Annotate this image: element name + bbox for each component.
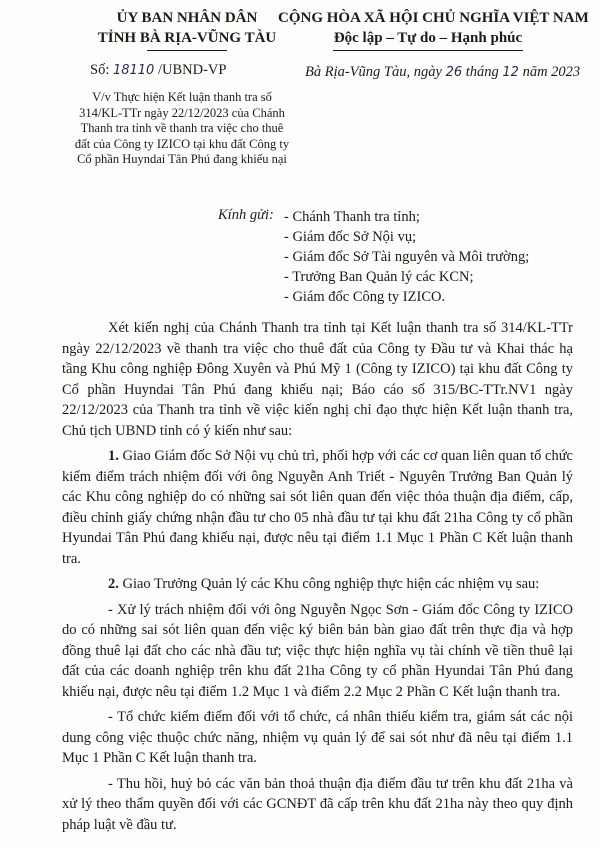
item-2-text: Giao Trưởng Quản lý các Khu công nghiệp thực hiện các nhiệm vụ sau: [118, 576, 540, 592]
recipient-item: - Giám đốc Công ty IZICO. [284, 289, 446, 305]
item-2c-paragraph: - Thu hồi, huỷ bỏ các văn bản thoả thuận địa điểm đầu tư trên khu đất 21ha và xử lý theo thẩm quyền đối với các GCNĐT đã cấp trên khu đất 21ha này theo quy định pháp luật về đầu tư. [62, 775, 573, 833]
document-number-suffix: /UBND-VP [154, 62, 227, 78]
item-1-text: Giao Giám đốc Sở Nội vụ chủ trì, phối hợp với các cơ quan liên quan tổ chức kiểm điểm trách nhiệm đối với ông Nguyễn Anh Triết - Nguyên Trưởng Ban Quản lý các Khu công nghiệp do có những sai sót liên quan đến việc thỏa thuận địa điểm, cấp, điều chỉnh giấy chứng nhận đầu tư cho 05 nhà đầu tư tại khu đất 21ha Công ty cổ phần Hyundai Tân Phú đang khiếu nại, được nêu tại điểm 1.1 Mục 1 Phần C Kết luận thanh tra. [62, 448, 573, 567]
national-motto [278, 8, 589, 51]
recipient-item: - Giám đốc Sở Nội vụ; [284, 229, 417, 245]
recipient-item: - Trưởng Ban Quản lý các KCN; [284, 269, 474, 285]
item-2-paragraph [62, 574, 573, 595]
place-prefix: Bà Rịa-Vũng Tàu, ngày [305, 64, 446, 80]
recipient-item: - Chánh Thanh tra tỉnh; [284, 209, 420, 225]
authority-line-1: ỦY BAN NHÂN DÂN [116, 10, 258, 26]
document-number-prefix: Số: [90, 62, 113, 78]
authority-underline [147, 50, 227, 51]
intro-paragraph: Xét kiến nghị của Chánh Thanh tra tỉnh tại Kết luận thanh tra số 314/KL-TTr ngày 22/12/2023 về thanh tra việc cho thuê đất của Công ty Đầu tư và Khai thác hạ tầng Khu công nghiệp Đông Xuyên và Phú Mỹ 1 (Công ty IZICO) tại khu đất Công ty Cổ phần Huyndai Tân Phú đang khiếu nại; Báo cáo số 315/BC-TTr.NV1 ngày 22/12/2023 của Thanh tra tỉnh về việc kiến nghị chỉ đạo thực hiện Kết luận thanh tra, Chủ tịch UBND tỉnh có ý kiến như sau: [62, 320, 573, 439]
item-2-number: 2. [108, 576, 119, 592]
item-1-number: 1. [108, 448, 119, 464]
country-name: CỘNG HÒA XÃ HỘI CHỦ NGHĨA VIỆT NAM [278, 10, 589, 26]
recipient-list [284, 207, 529, 307]
item-2b-paragraph: - Tổ chức kiểm điểm đối với tổ chức, cá nhân thiếu kiểm tra, giám sát các nội dung công việc thuộc chức năng, nhiệm vụ quản lý để sai sót như đã nêu tại điểm 1.1 Mục 1 Phần C Kết luận thanh tra. [62, 709, 573, 766]
handwritten-month: 12 [502, 65, 519, 80]
handwritten-number: 18110 [112, 63, 155, 78]
document-subject: V/v Thực hiện Kết luận thanh tra số 314/KL-TTr ngày 22/12/2023 của Chánh Thanh tra tỉnh về thanh tra việc cho thuê đất của Công ty IZICO tại khu đất Công ty Cổ phần Huyndai Tân Phú đang khiếu nại [74, 90, 290, 166]
place-and-date [305, 64, 580, 81]
greeting: Kính gửi: [218, 207, 274, 223]
month-label: tháng [462, 64, 503, 80]
document-body [62, 318, 573, 840]
motto-underline [333, 50, 523, 51]
handwritten-day: 26 [445, 65, 463, 80]
document-number [90, 62, 226, 79]
item-1-paragraph [62, 446, 573, 569]
year-label: năm 2023 [518, 64, 581, 80]
recipient-item: - Giám đốc Sở Tài nguyên và Môi trường; [284, 249, 530, 265]
motto-line: Độc lập – Tự do – Hạnh phúc [333, 30, 523, 46]
item-2a-paragraph: - Xử lý trách nhiệm đối với ông Nguyễn Ngọc Sơn - Giám đốc Công ty IZICO do có những sai sót liên quan đến việc ký biên bản bàn giao đất trên thực địa và hợp đồng thuê lại đất cho các nhà đầu tư; việc thực hiện nghĩa vụ tài chính về tiền thuê lại đất của các doanh nghiệp trên khu đất 21ha Công ty cổ phần Hyundai Tân Phú đang khiếu nại, được nêu tại điểm 1.2 Mục 1 và điểm 2.2 Mục 2 Phần C Kết luận thanh tra. [62, 601, 573, 700]
authority-line-2: TỈNH BÀ RỊA-VŨNG TÀU [97, 30, 277, 46]
issuing-authority [62, 8, 312, 51]
